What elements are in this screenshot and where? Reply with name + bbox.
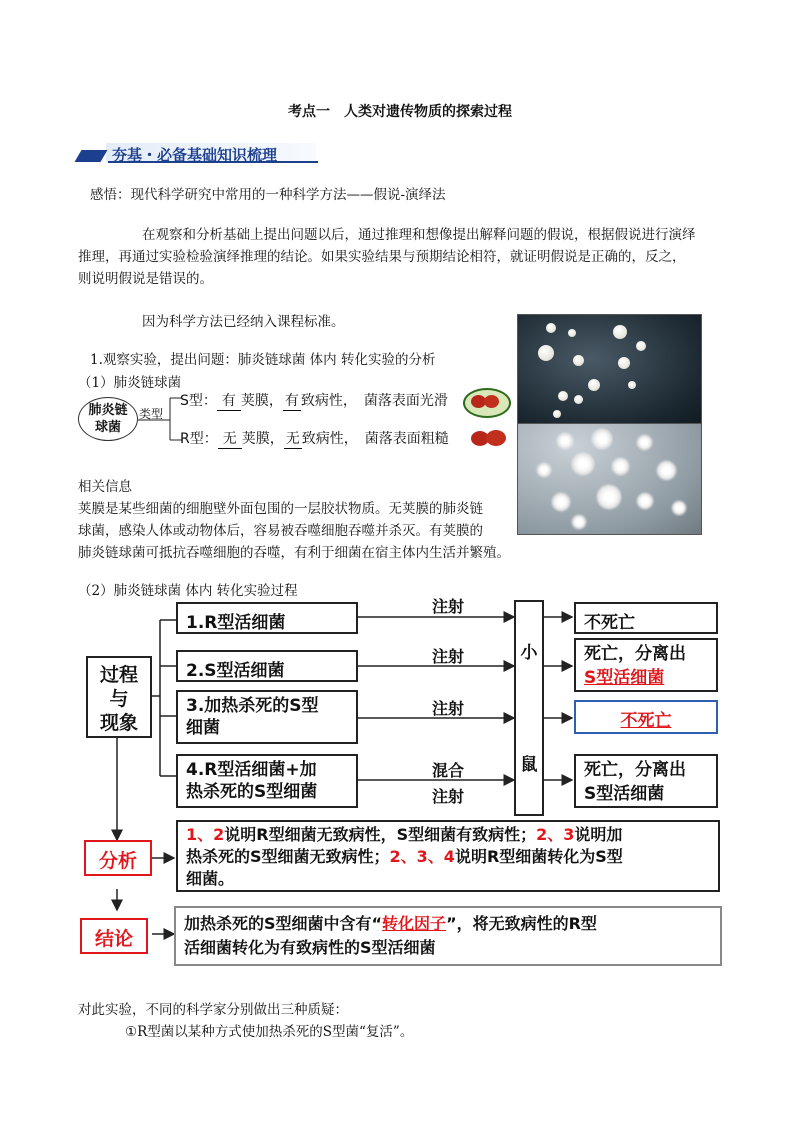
conclusion-label-box: 结论	[80, 918, 148, 954]
section-banner	[78, 143, 318, 167]
result-2-box: 死亡，分离出 S型活细菌	[574, 638, 718, 692]
r-type-line: R型： 无 荚膜， 无 致病性， 菌落表面粗糙	[180, 428, 449, 449]
rough-colony-photo	[517, 423, 702, 535]
inject-label-1: 注射	[432, 597, 465, 616]
page-title: 考点一 人类对遗传物质的探索过程	[288, 104, 512, 120]
inject-label-2: 注射	[432, 647, 465, 666]
inject-label-3: 注射	[432, 699, 465, 718]
related-title: 相关信息	[78, 479, 132, 495]
group-1-box: 1.R型活细菌	[176, 602, 358, 634]
doubt-1: ①R型菌以某种方式使加热杀死的S型菌“复活”。	[125, 1024, 414, 1040]
group-4-box: 4.R型活细菌+加 热杀死的S型细菌	[176, 754, 358, 808]
standard-note: 因为科学方法已经纳入课程标准。	[142, 314, 345, 330]
result-1-box: 不死亡	[574, 602, 718, 634]
step1-text: 1.观察实验，提出问题：肺炎链球菌 体内 转化实验的分析	[90, 352, 436, 368]
result-4-box: 死亡，分离出 S型活细菌	[574, 754, 718, 808]
result-3-box: 不死亡	[574, 700, 718, 734]
group-2-box: 2.S型活细菌	[176, 650, 358, 682]
sub1-text: （1）肺炎链球菌	[78, 375, 182, 391]
bacteria-oval: 肺炎链 球菌	[78, 397, 138, 441]
type-label: 类型	[139, 407, 164, 421]
method-paragraph: 在观察和分析基础上提出问题以后，通过推理和想像提出解释问题的假说，根据假说进行演绎 推理，再通过实验检验演绎推理的结论。如果实验结果与预期结论相符，就证明假说是正确的，反之， 则说明假说是错误的。	[78, 227, 696, 287]
s-type-line: S型： 有 荚膜， 有 致病性， 菌落表面光滑	[180, 390, 448, 411]
s-type-icon	[463, 388, 511, 418]
r-type-icon	[467, 428, 511, 450]
process-label-box: 过程 与 现象	[86, 656, 152, 738]
insight-text: 感悟：现代科学研究中常用的一种科学方法——假说-演绎法	[90, 187, 446, 203]
mix-label: 混合	[432, 761, 465, 780]
doubts-intro: 对此实验，不同的科学家分别做出三种质疑：	[78, 1002, 348, 1018]
inject-label-4: 注射	[432, 787, 465, 806]
sub2-text: （2）肺炎链球菌 体内 转化实验过程	[78, 583, 298, 599]
mouse-box: 小 鼠	[514, 600, 544, 816]
banner-text: 夯基・必备基础知识梳理	[112, 146, 278, 164]
group-3-box: 3.加热杀死的S型 细菌	[176, 690, 358, 744]
transformation-diagram	[76, 597, 726, 970]
analysis-box: 1、2说明R型细菌无致病性，S型细菌有致病性；2、3说明加 热杀死的S型细菌无致病性；2、3、4说明R型细菌转化为S型 细菌。	[176, 820, 720, 892]
smooth-colony-photo	[517, 314, 702, 426]
related-paragraph: 荚膜是某些细菌的细胞壁外面包围的一层胶状物质。无荚膜的肺炎链 球菌，感染人体或动物体后，容易被吞噬细胞吞噬并杀灭。有荚膜的 肺炎链球菌可抵抗吞噬细胞的吞噬，有利于细菌在宿主体内生活并繁殖。	[78, 501, 510, 561]
conclusion-box: 加热杀死的S型细菌中含有“转化因子”，将无致病性的R型 活细菌转化为有致病性的S型活细菌	[174, 906, 722, 966]
analysis-label-box: 分析	[84, 840, 152, 876]
